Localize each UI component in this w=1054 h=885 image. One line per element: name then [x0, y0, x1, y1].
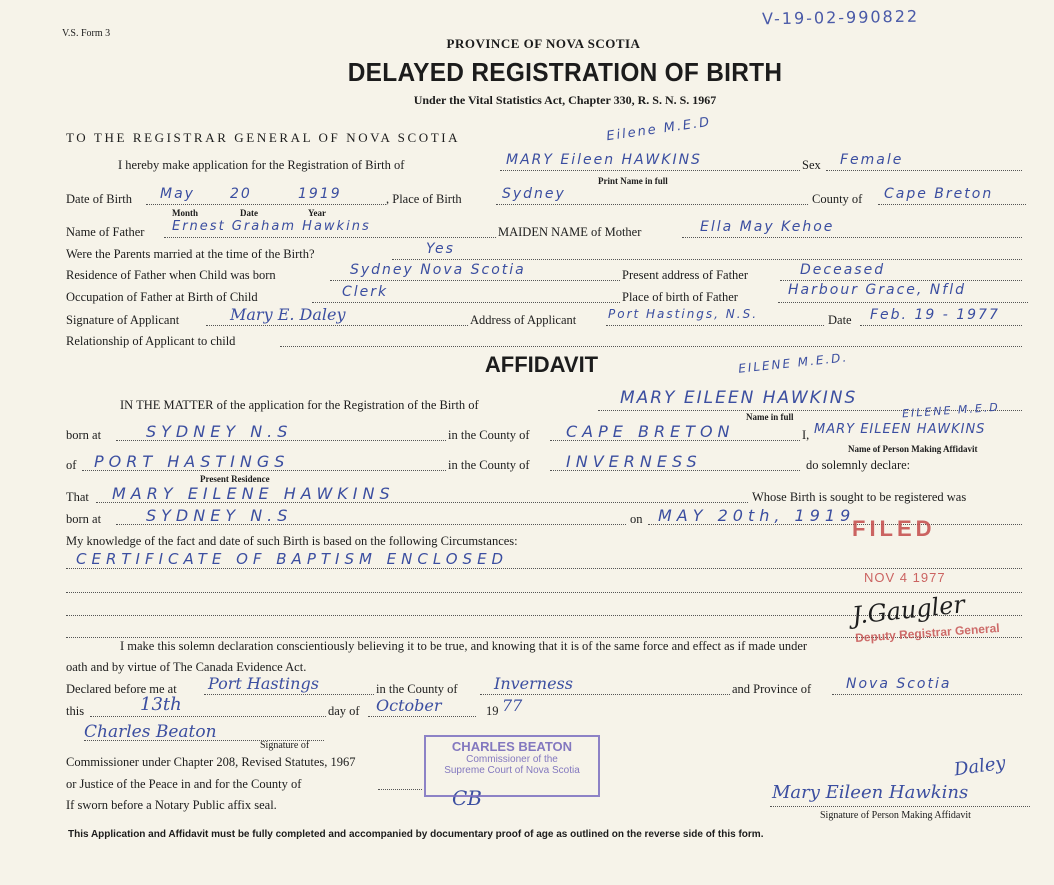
label-married: Were the Parents married at the time of the Birth?: [66, 247, 315, 261]
caption-date: Date: [240, 208, 258, 218]
justice-initials: CB: [452, 786, 482, 810]
affidavit-heading: AFFIDAVIT: [484, 352, 599, 377]
seal-name: CHARLES BEATON: [451, 739, 573, 754]
applicant-signature: Mary E. Daley: [230, 305, 346, 324]
label-this: this: [66, 704, 85, 718]
caption-print-name: Print Name in full: [598, 176, 668, 186]
dotted-rule: [832, 694, 1022, 695]
label-of: of: [66, 458, 77, 472]
addressee-line: TO THE REGISTRAR GENERAL OF NOVA SCOTIA: [66, 130, 461, 145]
dotted-rule: [500, 170, 800, 171]
label-province: and Province of: [732, 682, 812, 696]
file-number: V-19-02-990822: [761, 6, 920, 29]
label-present-father: Present address of Father: [622, 268, 749, 282]
dotted-rule: [606, 325, 824, 326]
affidavit-born-on[interactable]: MAY 20th, 1919: [658, 506, 856, 525]
label-app-date: Date: [828, 313, 852, 327]
deponent-alt-signature: Daley: [952, 752, 1007, 781]
dotted-rule: [480, 694, 730, 695]
registrar-title-stamp: Deputy Registrar General: [854, 620, 1001, 646]
label-addr-applicant: Address of Applicant: [470, 313, 577, 327]
commissioner-signature: Charles Beaton: [84, 722, 217, 742]
label-pob-father: Place of birth of Father: [622, 290, 738, 304]
dotted-rule: [280, 346, 1022, 347]
commissioner-signature-rule: [0, 730, 1, 731]
dotted-rule: [496, 204, 808, 205]
label-born-at: born at: [66, 428, 102, 442]
father-residence[interactable]: Sydney Nova Scotia: [350, 262, 526, 278]
dotted-rule: [878, 204, 1026, 205]
caption-deponent: Name of Person Making Affidavit: [848, 444, 978, 454]
seal-title: Commissioner of the: [466, 754, 558, 765]
caption-sig-person: Signature of Person Making Affidavit: [820, 810, 971, 821]
dotted-rule: [778, 302, 1028, 303]
commissioner-seal: [424, 735, 600, 797]
form-number: V.S. Form 3: [62, 28, 111, 39]
label-res-father: Residence of Father when Child was born: [66, 268, 276, 282]
label-in-county-2: in the County of: [448, 458, 530, 472]
dotted-rule: [330, 280, 620, 281]
dotted-rule: [312, 302, 620, 303]
matter-name[interactable]: MARY EILEEN HAWKINS: [620, 388, 858, 408]
deponent-name-correction: EILENE M.E.D: [901, 400, 1001, 421]
label-occupation: Occupation of Father at Birth of Child: [66, 290, 258, 304]
caption-signature-of: Signature of: [260, 740, 310, 751]
dotted-rule: [368, 716, 476, 717]
affidavit-name-correction: EILENE M.E.D.: [737, 350, 849, 376]
affidavit-county[interactable]: CAPE BRETON: [566, 422, 735, 441]
registrar-signature: J.Gaugler: [850, 590, 967, 630]
caption-year: Year: [308, 208, 326, 218]
seal-court: Supreme Court of Nova Scotia: [444, 765, 580, 776]
label-mother: MAIDEN NAME of Mother: [498, 225, 642, 239]
declared-month[interactable]: October: [376, 696, 442, 715]
document-subtitle: Under the Vital Statistics Act, Chapter 330, R. S. N. S. 1967: [413, 93, 717, 107]
dotted-rule: [146, 204, 386, 205]
applicant-address[interactable]: Port Hastings, N.S.: [608, 307, 759, 321]
dotted-rule: [682, 237, 1022, 238]
label-declare: do solemnly declare:: [806, 458, 911, 472]
label-i: I,: [802, 428, 810, 442]
affidavit-born-at-2[interactable]: SYDNEY N.S: [146, 506, 293, 525]
deponent-signature: Mary Eileen Hawkins: [772, 782, 969, 803]
label-father: Name of Father: [66, 225, 145, 239]
label-sex: Sex: [802, 158, 821, 172]
registrant-sex[interactable]: Female: [840, 152, 904, 168]
affidavit-born-at[interactable]: SYDNEY N.S: [146, 422, 293, 441]
dotted-rule: [826, 170, 1022, 171]
label-notary: If sworn before a Notary Public affix seal.: [66, 798, 277, 812]
father-name[interactable]: Ernest Graham Hawkins: [172, 219, 371, 234]
filed-stamp: FILED: [852, 516, 936, 541]
mother-name[interactable]: Ella May Kehoe: [700, 219, 835, 235]
dotted-rule: [204, 694, 374, 695]
label-solemn-2: oath and by virtue of The Canada Evidence Act.: [66, 660, 307, 674]
registrant-name[interactable]: MARY Eileen HAWKINS: [506, 152, 702, 168]
label-place: , Place of Birth: [386, 192, 462, 206]
deponent-name[interactable]: MARY EILEEN HAWKINS: [814, 422, 986, 437]
label-relationship: Relationship of Applicant to child: [66, 334, 236, 348]
dotted-rule: [770, 806, 1030, 807]
dotted-rule: [206, 325, 468, 326]
declared-day[interactable]: 13th: [140, 694, 182, 715]
declared-year[interactable]: 77: [502, 696, 523, 715]
declared-county[interactable]: Inverness: [494, 674, 573, 693]
label-knowledge: My knowledge of the fact and date of such Birth is based on the following Circumstances:: [66, 534, 518, 548]
label-intro: I hereby make application for the Registration of Birth of: [118, 158, 405, 172]
label-declared: Declared before me at: [66, 682, 177, 696]
document-title: DELAYED REGISTRATION OF BIRTH: [347, 57, 783, 87]
birth-place[interactable]: Sydney: [502, 186, 566, 202]
father-present-address[interactable]: Deceased: [800, 262, 886, 278]
label-whose-birth: Whose Birth is sought to be registered was: [752, 490, 967, 504]
label-on: on: [630, 512, 643, 526]
caption-month: Month: [172, 208, 199, 218]
label-commissioner: Commissioner under Chapter 208, Revised Statutes, 1967: [66, 755, 356, 769]
birth-county[interactable]: Cape Breton: [884, 186, 994, 202]
dotted-rule: [66, 592, 1022, 593]
dotted-rule: [392, 259, 1022, 260]
footer-instructions: This Application and Affidavit must be fully completed and accompanied by documentary proof of age as outlined on the reverse side of this form.: [68, 829, 764, 840]
dob-year[interactable]: 1919: [298, 186, 342, 202]
dotted-rule: [378, 789, 422, 790]
province-heading: PROVINCE OF NOVA SCOTIA: [446, 36, 641, 51]
dotted-rule: [164, 237, 496, 238]
dotted-rule: [780, 280, 1022, 281]
dotted-rule: [66, 568, 1022, 569]
deponent-residence[interactable]: PORT HASTINGS: [94, 452, 290, 471]
father-birthplace[interactable]: Harbour Grace, Nfld: [788, 282, 966, 298]
caption-present-residence: Present Residence: [200, 474, 270, 484]
caption-name-full: Name in full: [746, 412, 794, 422]
label-in-county-3: in the County of: [376, 682, 458, 696]
label-dob: Date of Birth: [66, 192, 132, 206]
label-matter: IN THE MATTER of the application for the Registration of the Birth of: [120, 398, 479, 412]
deponent-county[interactable]: INVERNESS: [566, 452, 702, 471]
father-occupation[interactable]: Clerk: [342, 284, 389, 300]
label-year-prefix: 19: [486, 704, 499, 718]
dotted-rule: [860, 325, 1022, 326]
dob-date[interactable]: 20: [230, 186, 252, 202]
label-born-at-2: born at: [66, 512, 102, 526]
name-correction-note: Eilene M.E.D: [605, 114, 713, 145]
label-sig-applicant: Signature of Applicant: [66, 313, 180, 327]
label-day-of: day of: [328, 704, 360, 718]
application-date[interactable]: Feb. 19 - 1977: [870, 307, 1000, 323]
declared-province[interactable]: Nova Scotia: [846, 676, 952, 692]
parents-married[interactable]: Yes: [426, 241, 455, 257]
dotted-rule: [90, 716, 326, 717]
circumstances-text[interactable]: CERTIFICATE OF BAPTISM ENCLOSED: [76, 550, 509, 568]
label-solemn-1: I make this solemn declaration conscientiously believing it to be true, and knowing that it is of the same force and effect as if made under: [120, 639, 808, 653]
label-that: That: [66, 490, 89, 504]
birth-subject-name[interactable]: MARY EILENE HAWKINS: [112, 484, 395, 503]
declared-place[interactable]: Port Hastings: [208, 674, 319, 693]
filed-date-stamp: NOV 4 1977: [864, 570, 946, 585]
dob-month[interactable]: May: [160, 186, 195, 202]
label-justice: or Justice of the Peace in and for the County of: [66, 777, 302, 791]
label-county: County of: [812, 192, 863, 206]
label-in-county: in the County of: [448, 428, 530, 442]
